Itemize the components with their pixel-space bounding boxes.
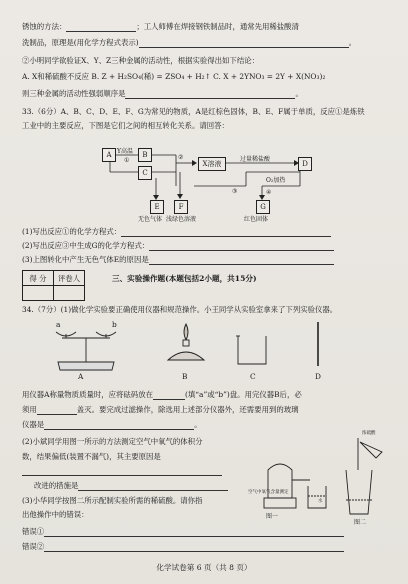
error-2: 错误② <box>22 542 344 552</box>
q33-part1: (1)写出反应①的化学方程式： <box>22 227 331 237</box>
text-line: 仪器是 。 <box>22 420 202 429</box>
water-label: 水 <box>318 499 323 504</box>
label-step2: ② <box>178 154 184 161</box>
pan-a-label: a <box>56 320 61 329</box>
label-excess-acid: 过量稀盐酸 <box>240 156 271 163</box>
apparatus-A-label: A <box>78 372 84 381</box>
apparatus-B-label: B <box>182 372 188 381</box>
text-line: 洗制品，原理是(用化学方程式表示) 。 <box>22 38 357 47</box>
text-line: 用仪器A称量物质质量时，应将砝码放在 (填“a”或“b”)盘。用完仪器B后，必 <box>22 390 302 399</box>
score-label: 得 分 <box>23 271 54 286</box>
text-line: 数，结果偏低(装置不漏气)，其主要原因是 <box>22 452 161 461</box>
pan-b-label: b <box>112 320 117 329</box>
q33-part2: (2)写出反应③中生成G的化学方程式： <box>22 241 334 251</box>
text-line <box>22 466 222 476</box>
label-e-desc: 无色气体 <box>138 216 163 223</box>
node-C: C <box>138 166 152 180</box>
page-footer: 化学试卷第 6 页（共 8 页） <box>156 563 252 572</box>
text-line: 则三种金属的活动性强弱顺序是 。 <box>22 89 303 98</box>
node-A: A <box>102 148 116 162</box>
question-34: 34.（7分）(1)做化学实验要正确使用仪器和规范操作。小王同学从实验室拿来了下列实验仪器。 <box>22 305 338 314</box>
section-title: 三、实验操作题(本题包括2小题，共15分) <box>112 274 257 283</box>
grader-label: 评卷人 <box>54 271 85 286</box>
node-B: B <box>138 148 152 162</box>
text-line: (3)小华同学按图二所示配制实验所需的稀硫酸。请你指 <box>22 496 203 505</box>
text-line: 改进的措施是 <box>34 481 228 491</box>
error-1: 错误① <box>22 527 344 537</box>
apparatus-C-label: C <box>250 372 256 381</box>
fig1-note: 空气中氧气含量测定 <box>248 490 289 495</box>
label-f-desc: 浅绿色溶液 <box>166 216 197 223</box>
text-line: ②小明同学欲验证X、Y、Z三种金属的活动性，根据实验得出如下结论： <box>22 56 259 65</box>
text-line: A. X和稀硫酸不反应 B. Z + H₂SO₄(稀) = ZSO₄ + H₂↑ C. X + 2YNO₃ = 2Y + X(NO₃)₂ <box>22 72 326 81</box>
node-D: D <box>298 157 312 171</box>
label-step3: ③ <box>232 188 238 195</box>
node-X-solution: X溶液 <box>198 157 226 171</box>
text-line: 锈蚀的方法： ；工人师傅在焊接钢铁制品时，通常先用稀盐酸清 <box>22 22 299 31</box>
apparatus-D-label: D <box>315 372 321 381</box>
text-line: 出他操作中的错误： <box>22 510 89 519</box>
node-F: F <box>174 200 188 214</box>
node-G: G <box>256 200 270 214</box>
q33-part3: (3)上图转化中产生无色气体E的原因是 <box>22 255 334 265</box>
text-line: (2)小斌同学用图一所示的方法测定空气中氧气的体积分 <box>22 437 203 446</box>
label-o2-heat: O₂加热 <box>266 177 286 184</box>
node-E: E <box>150 200 164 214</box>
label-step4: ④ <box>266 189 272 196</box>
text-line: 工业中的主要反应，下图是它们之间的相互转化关系。请回答： <box>22 121 229 130</box>
fig2-label: 图二 <box>354 519 367 526</box>
label-step1: ① <box>124 157 130 164</box>
question-33: 33.（6分）A、B、C、D、E、F、G为常见的物质，A是红棕色固体，B、E、F属于单质，反应①是炼铁 <box>22 107 365 116</box>
fig2-acid-label: 浓硫酸 <box>362 431 376 436</box>
text-line: 须用 盖灭。要完成过滤操作，除选用上述部分仪器外，还需要用到的玻璃 <box>22 405 299 414</box>
label-y: Y高温 <box>117 148 133 155</box>
label-g-desc: 红色固体 <box>244 216 269 223</box>
fig1-label: 图一 <box>266 513 279 520</box>
